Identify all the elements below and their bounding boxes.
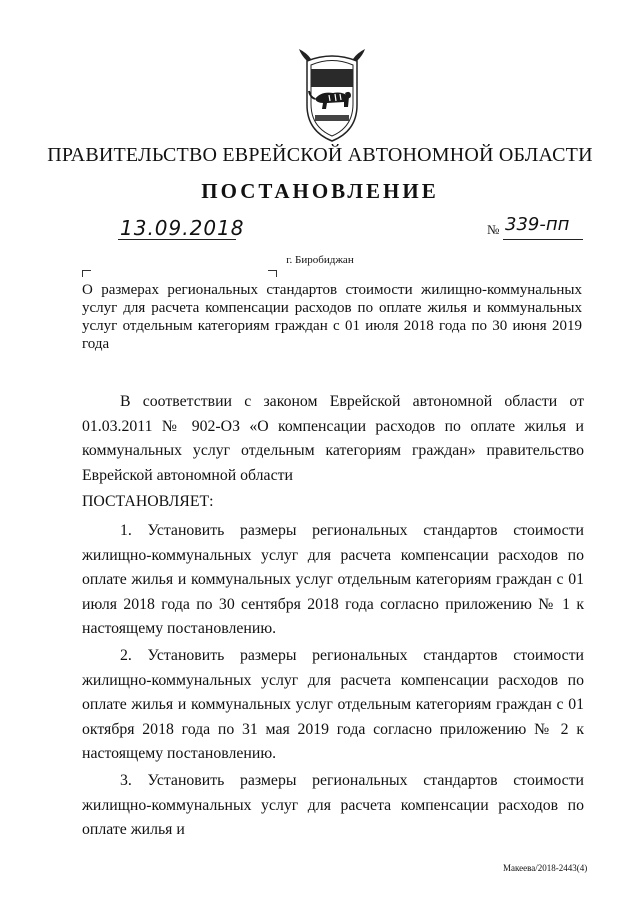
preamble-paragraph: В соответствии с законом Еврейской автономной области от 01.03.2011 № 902-ОЗ «О компенсации расходов по оплате жилья и коммунальных услуг отдельным категориям граждан» правительство Еврейской автономной области — [82, 393, 584, 484]
document-number-handwritten: 339-пп — [505, 214, 570, 235]
coat-of-arms-emblem — [293, 47, 371, 145]
document-type-heading: ПОСТАНОВЛЕНИЕ — [201, 179, 439, 203]
item-paragraph-2: 2. Установить размеры региональных стандартов стоимости жилищно-коммунальных услуг для расчета компенсации расходов по оплате жилья и коммунальных услуг отдельным категориям граждан с 01 октября 2018 года по 31 мая 2019 года согласно приложению № 2 к настоящему постановлению. — [82, 646, 584, 763]
document-body — [82, 390, 584, 843]
date-underline — [118, 239, 236, 240]
number-sign: № — [487, 222, 500, 237]
number-underline — [503, 239, 583, 240]
document-subject: О размерах региональных стандартов стоимости жилищно-коммунальных услуг для расчета компенсации расходов по оплате жилья и коммунальных услуг отдельным категориям граждан с 01 июля 2018 года по 30 июня 2019 года — [82, 282, 582, 352]
item-paragraph-3: 3. Установить размеры региональных стандартов стоимости жилищно-коммунальных услуг для расчета компенсации расходов по оплате жилья и — [82, 771, 584, 839]
document-date-handwritten: 13.09.2018 — [120, 216, 245, 240]
subject-bracket-left — [82, 270, 91, 277]
footer-document-code: Макеева/2018-2443(4) — [503, 863, 588, 873]
government-title: ПРАВИТЕЛЬСТВО ЕВРЕЙСКОЙ АВТОНОМНОЙ ОБЛАСТИ — [47, 144, 593, 166]
item-paragraph-1: 1. Установить размеры региональных стандартов стоимости жилищно-коммунальных услуг для расчета компенсации расходов по оплате жилья и коммунальных услуг отдельным категориям граждан с 01 июля 2018 года по 30 сентября 2018 года согласно приложению № 1 к настоящему постановлению. — [82, 521, 584, 638]
subject-bracket-right — [268, 270, 277, 277]
city-name: г. Биробиджан — [286, 254, 354, 266]
decree-word: ПОСТАНОВЛЯЕТ: — [82, 493, 214, 511]
